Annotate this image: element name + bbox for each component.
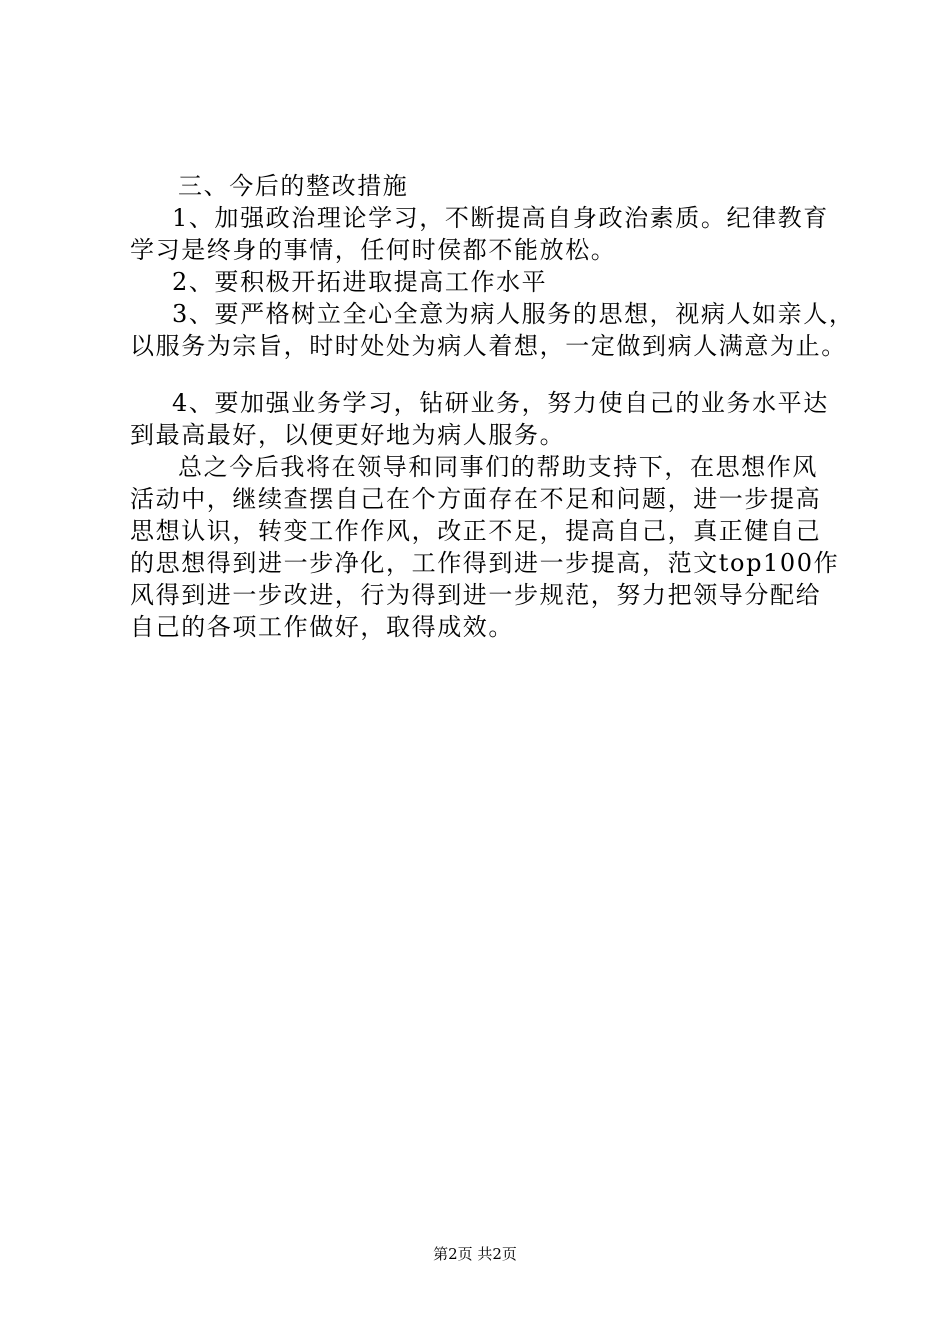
paragraph-line: 总之今后我将在领导和同事们的帮助支持下，在思想作风 [178, 453, 818, 481]
paragraph-line: 学习是终身的事情，任何时侯都不能放松。 [130, 236, 617, 264]
paragraph-line: 以服务为宗旨，时时处处为病人着想，一定做到病人满意为止。 [130, 332, 847, 360]
paragraph-line: 到最高最好，以便更好地为病人服务。 [130, 421, 566, 449]
paragraph-line: 风得到进一步改进，行为得到进一步规范，努力把领导分配给 [130, 581, 822, 609]
paragraph-line: 自己的各项工作做好，取得成效。 [130, 613, 514, 641]
paragraph-line: 思想认识，转变工作作风，改正不足，提高自己，真正健自己 [130, 517, 822, 545]
paragraph-line: 3、要严格树立全心全意为病人服务的思想，视病人如亲人， [172, 300, 855, 328]
paragraph-gap [130, 362, 850, 387]
document-body [130, 170, 855, 643]
paragraph-line: 4、要加强业务学习，钻研业务，努力使自己的业务水平达 [172, 389, 829, 417]
section-heading: 三、今后的整改措施 [178, 172, 409, 200]
paragraph-line: 2、要积极开拓进取提高工作水平 [172, 268, 548, 296]
page-number-footer: 第2页 共2页 [433, 1245, 517, 1263]
paragraph-line: 活动中，继续查摆自己在个方面存在不足和问题，进一步提高 [130, 485, 822, 513]
paragraph-line: 的思想得到进一步净化，工作得到进一步提高，范文top100作 [130, 549, 840, 577]
paragraph-line: 1、加强政治理论学习，不断提高自身政治素质。纪律教育 [172, 204, 829, 232]
